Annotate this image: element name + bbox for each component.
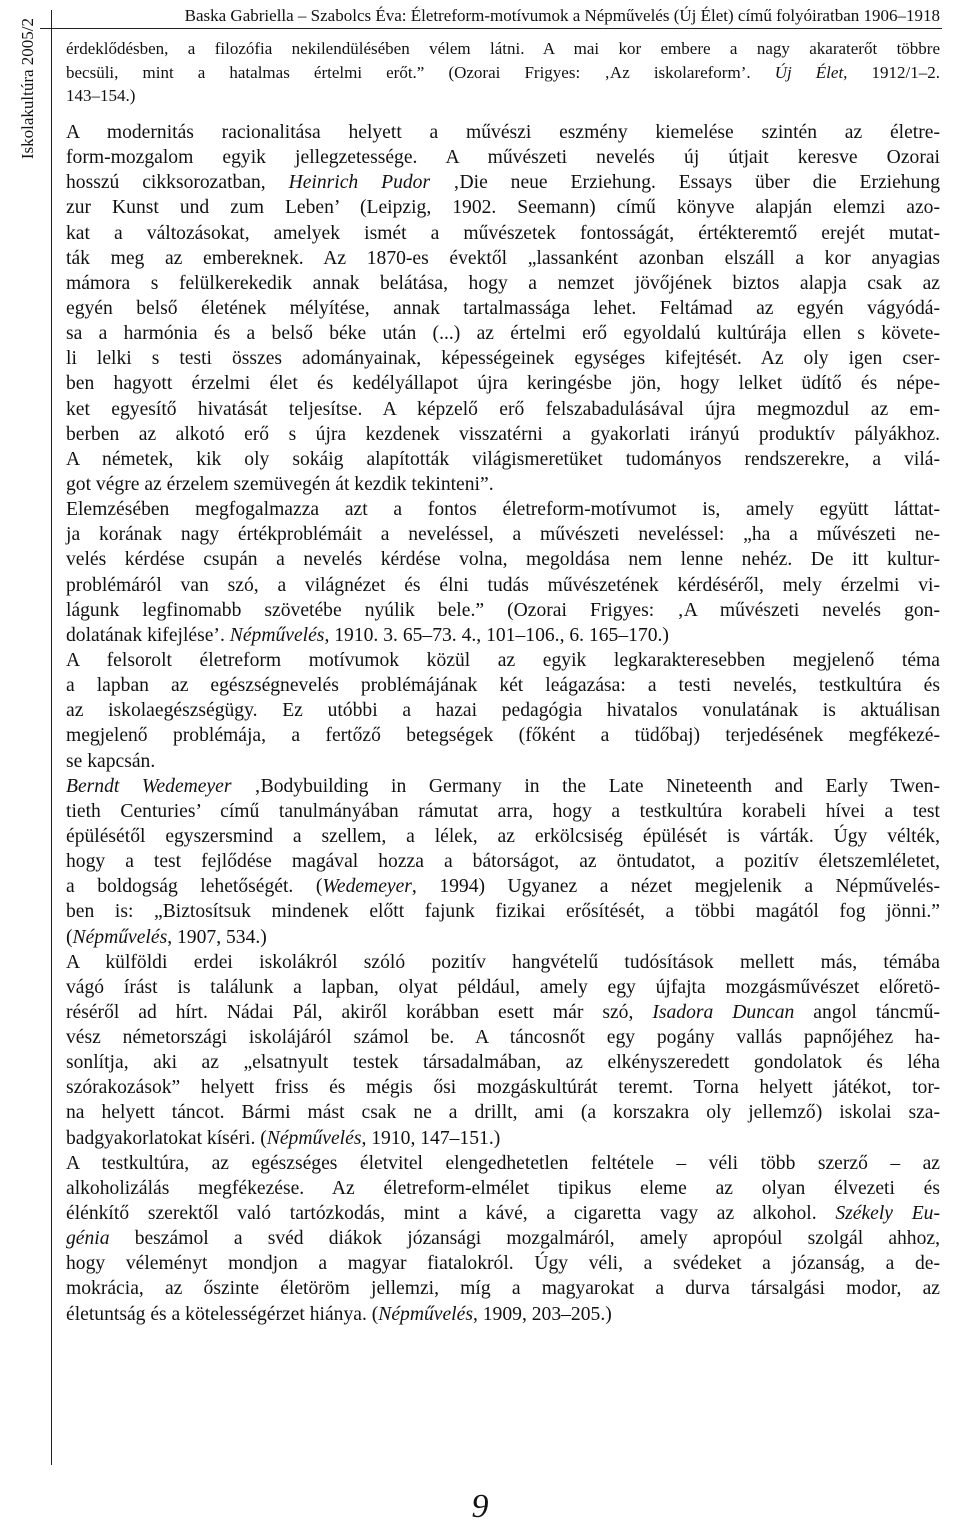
text-line: vágó írást is találunk a lapban, olyat például, amely egy újfajta mozgásművészet előretö-	[66, 976, 940, 998]
text-run: a boldogság lehetőségét. (	[66, 876, 323, 898]
text-line: zur Kunst und zum Leben’ (Leipzig, 1902. Seemann) című könyve alapján elemzi azo-	[66, 197, 940, 219]
text-line	[66, 1226, 940, 1251]
text-line: se kapcsán.	[66, 750, 156, 772]
text-line: problémáról van szó, a világnézet és élni tudás művészetének kérdéséről, mely érzelmi vi-	[66, 574, 940, 596]
text-line: ták meg az embereknek. Az 1870-es évektől „lassanként azonban elszáll a kor anyagias	[66, 247, 940, 269]
text-line: A külföldi erdei iskolákról szóló pozitív hangvételű tudósítások mellett más, témába	[66, 951, 940, 973]
text-line: egyén belső életének mélyítése, annak tartalmassága lehet. Feltámad az egyén vágyódá-	[66, 297, 940, 319]
journal-title: Népművelés	[266, 1127, 362, 1149]
text-run: (	[66, 926, 73, 948]
footnote-quote	[66, 37, 940, 108]
text-line: got végre az érzelem szemüvegén át kezdik tekinteni”.	[66, 473, 494, 495]
text-line: form-mozgalom egyik jellegzetessége. A művészeti nevelés új útjait keresve Ozorai	[66, 147, 940, 169]
text-line: sa a harmónia és a belső béke után (...) az értelmi erő egyoldalú kultúrája ellen s követe-	[66, 323, 940, 345]
text-run: badgyakorlatokat kíséri. (	[66, 1127, 267, 1149]
text-line: vész németországi iskolájáról számol be. A táncosnőt egy pogány vallás papnőjéhez ha-	[66, 1027, 940, 1049]
text-run: , 1909, 203–205.)	[472, 1303, 612, 1325]
text-line: Elemzésében megfogalmazza azt a fontos életreform-motívumot is, amely együtt láttat-	[66, 499, 940, 521]
text-line: kat a változásokat, amelyek ismét a művészetek fontosságát, értékteremtő erejét mutat-	[66, 222, 940, 244]
journal-title: Népművelés	[229, 624, 325, 646]
text-line: épülésétől egyszersmind a szellem, a lélek, az erkölcsiség épülését is várták. Úgy vélték,	[66, 825, 940, 847]
person-name: Isadora Duncan	[652, 1001, 795, 1023]
paragraph	[66, 774, 940, 950]
text-run: ‚Die neue Erziehung. Essays über die Erziehung	[430, 172, 940, 194]
text-line: az iskolaegészségügy. Ez utóbbi a hazai pedagógia hivatalos vonulatának is aktuálisan	[66, 700, 940, 722]
text-run: , 1994) Ugyanez a nézet megjelenik a Népművelés-	[411, 876, 940, 898]
text-run: élénkítő szerektől való tartózkodás, mint a kávé, a cigaretta vagy az alkohol.	[66, 1203, 836, 1225]
text-line: ben hagyott érzelmi élet és kedélyállapot újra keringésbe jön, hogy lelket üdítő és népe-	[66, 373, 940, 395]
running-head: Baska Gabriella – Szabolcs Éva: Életreform-motívumok a Népművelés (Új Élet) című folyóiratban 1906–1918	[184, 6, 940, 25]
article-body	[66, 120, 940, 1327]
text-line	[66, 874, 940, 899]
paragraph	[66, 648, 940, 774]
journal-title: Népművelés	[378, 1303, 473, 1325]
text-line: li lelki s testi összes adományainak, képességeinek egységes kifejtését. Az oly igen cser-	[66, 348, 940, 370]
text-line: a lapban az egészségnevelés problémájának két leágazása: a testi nevelés, testkultúra és	[66, 675, 940, 697]
text-line	[66, 925, 940, 950]
text-run: életuntság és a kötelességérzet hiánya. (	[66, 1303, 379, 1325]
text-run: hosszú cikksorozatban,	[66, 172, 289, 194]
text-line: ja korának nagy értékproblémáit a neveléssel, a művészeti neveléssel: „ha a művészeti ne-	[66, 524, 940, 546]
text-line	[66, 1000, 940, 1025]
paragraph	[66, 950, 940, 1151]
text-line: alkoholizálás megfékezése. Az életreform-elmélet tipikus eleme az olyan élvezeti és	[66, 1177, 940, 1199]
text-line	[66, 774, 940, 799]
text-line: lágunk legfinomabb szövetébe nyúlik bele.” (Ozorai Frigyes: ‚A művészeti nevelés gon-	[66, 599, 940, 621]
text-run: dolatának kifejlése’.	[66, 624, 230, 646]
text-run: , 1907, 534.)	[167, 926, 267, 948]
text-line: na helyett táncot. Bármi mást csak ne a drillt, ami (a korszakra oly jellemző) iskolai sza-	[66, 1102, 940, 1124]
paragraph	[66, 120, 940, 497]
text-line	[66, 1201, 940, 1226]
text-line: tieth Centuries’ című tanulmányában rámutat arra, hogy a testkultúra korabeli hívei a test	[66, 800, 940, 822]
text-line: hogy véleményt mondjon a magyar fiatalokról. Úgy véli, a svédeket a józanság, a de-	[66, 1253, 940, 1275]
author-name: Heinrich Pudor	[288, 172, 431, 194]
text-line	[66, 170, 940, 195]
text-line: ket egyesítő hivatását teljesítse. A képzelő erő felszabadulásával újra megmozdul az em-	[66, 398, 940, 420]
paragraph	[66, 1151, 940, 1327]
text-run: beszámol a svéd diákok józansági mozgalmáról, amely apropóul szolgál ahhoz,	[109, 1228, 940, 1250]
journal-title: Népművelés	[72, 926, 168, 948]
page-number: 9	[471, 1488, 489, 1525]
text-run: , 1910, 147–151.)	[361, 1127, 501, 1149]
paragraph	[66, 497, 940, 648]
text-line: szórakozások” helyett friss és mégis ősi mozgáskultúrát teremt. Torna helyett játékot, tor-	[66, 1077, 940, 1099]
text-line	[66, 623, 940, 648]
author-name: génia	[66, 1228, 110, 1250]
side-divider	[51, 10, 52, 1465]
footnote-line: 143–154.)	[66, 86, 136, 105]
header-divider	[40, 28, 942, 29]
text-line: velés kérdése csupán a nevelés kérdése volna, megoldása nem lenne nehéz. De itt kultur-	[66, 549, 940, 571]
author-name: Berndt Wedemeyer	[66, 775, 232, 797]
text-line: megjelenő problémája, a fertőző betegségek (főként a tüdőbaj) terjedésének megfékezé-	[66, 725, 940, 747]
text-line: mámora s felülkerekedik annak belátása, hogy a nemzet jövőjének biztos alapja csak az	[66, 272, 940, 294]
text-line: ben is: „Biztosítsuk mindenek előtt fajunk fizikai erősítését, a többi magától fog jönni.”	[66, 901, 940, 923]
text-run: réséről ad hírt. Nádai Pál, akiről korábban esett már szó,	[66, 1001, 653, 1023]
footnote-line: érdeklődésben, a filozófia nekilendülésében vélem látni. A mai kor embere a nagy akaraterőt többre	[66, 39, 940, 58]
text-line: hogy a test fejlődése magával hozza a bátorságot, az öntudatot, a pozitív életszemléletet,	[66, 851, 940, 873]
text-line: A testkultúra, az egészséges életvitel elengedhetetlen feltétele – véli több szerző – az	[66, 1152, 940, 1174]
text-line: mokrácia, az őszinte életöröm jellemzi, míg a magyarokat a durva társalgási modor, az	[66, 1278, 940, 1300]
text-run: , 1910. 3. 65–73. 4., 101–106., 6. 165–170.)	[324, 624, 669, 646]
footnote-text: , 1912/1–2.	[843, 62, 940, 82]
footnote-line	[66, 61, 940, 85]
footnote-journal-title: Új Élet	[774, 62, 844, 82]
text-line: A németek, kik oly sokáig alapították világismeretüket tudományos rendszerekre, a vilá-	[66, 448, 940, 470]
author-name: Székely Eu-	[835, 1203, 940, 1225]
text-line	[66, 1302, 940, 1327]
text-line: A felsorolt életreform motívumok közül az egyik legkarakteresebben megjelenő téma	[66, 649, 940, 671]
journal-side-label: Iskolakultúra 2005/2	[18, 18, 37, 160]
text-line: berben az alkotó erő s újra kezdenek visszatérni a gyakorlati irányú produktív pályákhoz.	[66, 423, 940, 445]
author-name: Wedemeyer	[322, 876, 412, 898]
text-line: sonlítja, aki az „elsatnyult testek társadalmában, az elkényszeredett gondolatok és léha	[66, 1052, 940, 1074]
text-run: ‚Bodybuilding in Germany in the Late Nineteenth and Early Twen-	[231, 775, 940, 797]
text-line: A modernitás racionalitása helyett a művészi eszmény kiemelése szintén az életre-	[66, 122, 940, 143]
text-line	[66, 1126, 940, 1151]
footnote-text: becsüli, mint a hatalmas értelmi erőt.” (Ozorai Frigyes: ‚Az iskolareform’.	[66, 62, 775, 82]
text-run: angol táncmű-	[794, 1001, 940, 1023]
